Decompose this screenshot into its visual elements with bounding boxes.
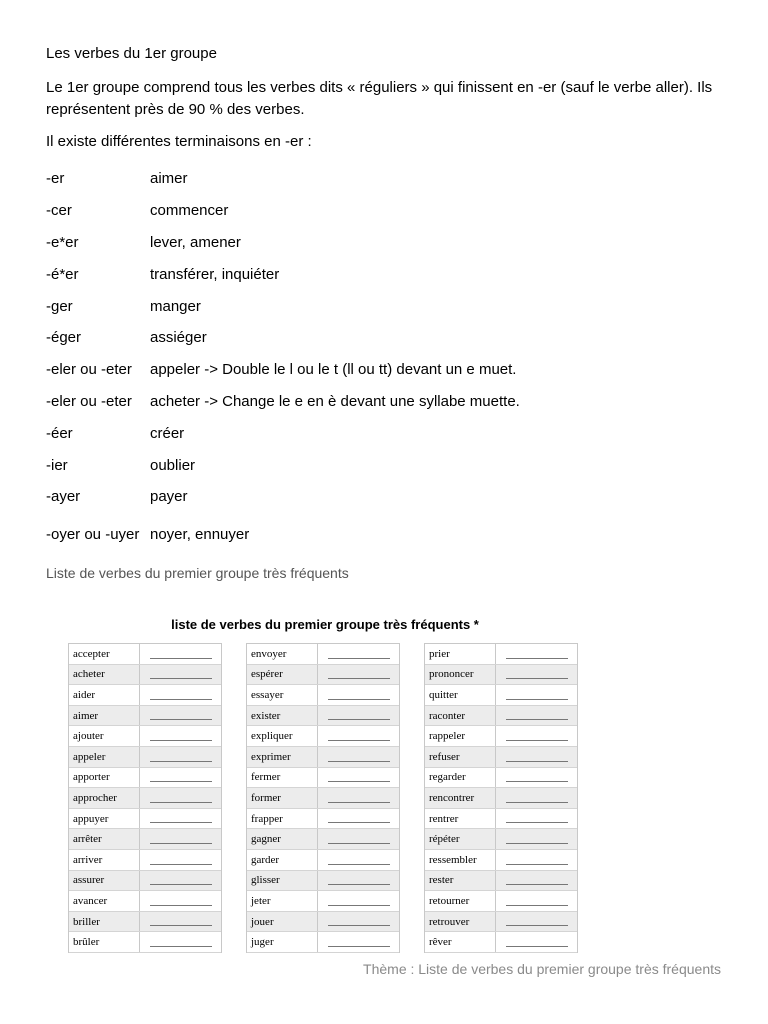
verb-answer-blank <box>318 788 399 808</box>
verb-answer-blank <box>496 788 577 808</box>
verb-row <box>247 788 399 809</box>
verb-answer-blank <box>318 747 399 767</box>
verb-row <box>247 747 399 768</box>
verb-word: jouer <box>247 912 318 932</box>
verb-row <box>425 768 577 789</box>
verb-row <box>69 788 221 809</box>
verb-word: rester <box>425 871 496 891</box>
verb-row <box>69 871 221 892</box>
verb-row <box>425 891 577 912</box>
verb-word: garder <box>247 850 318 870</box>
verb-answer-blank <box>496 665 577 685</box>
verb-word: frapper <box>247 809 318 829</box>
verb-word: glisser <box>247 871 318 891</box>
verb-answer-blank <box>318 685 399 705</box>
verb-row <box>247 644 399 665</box>
ending-row <box>46 354 736 386</box>
verb-word: apporter <box>69 768 140 788</box>
intro-paragraph: Le 1er groupe comprend tous les verbes dits « réguliers » qui finissent en -er (sauf le verbe aller). Ils représentent près de 90 % des verbes. <box>46 79 713 118</box>
endings-table <box>46 163 736 557</box>
verb-word: essayer <box>247 685 318 705</box>
verb-row <box>69 644 221 665</box>
ending-suffix: -er <box>46 170 65 188</box>
verb-answer-blank <box>318 891 399 911</box>
image-caption: Liste de verbes du premier groupe très fréquents <box>46 565 349 581</box>
verb-answer-blank <box>318 829 399 849</box>
verb-column-1 <box>68 643 222 953</box>
verb-row <box>247 850 399 871</box>
verb-word: quitter <box>425 685 496 705</box>
ending-example: payer <box>150 488 188 506</box>
verb-row <box>425 706 577 727</box>
verb-row <box>69 891 221 912</box>
ending-row <box>46 195 736 227</box>
verb-answer-blank <box>140 726 221 746</box>
ending-example: créer <box>150 424 185 442</box>
verb-row <box>425 871 577 892</box>
verb-answer-blank <box>496 829 577 849</box>
verb-word: expliquer <box>247 726 318 746</box>
verb-row <box>69 932 221 953</box>
ending-suffix: -ayer <box>46 488 81 506</box>
ending-suffix: -e*er <box>46 233 79 251</box>
verb-word: ressembler <box>425 850 496 870</box>
document-title: Les verbes du 1er groupe <box>46 45 217 62</box>
verb-row <box>247 912 399 933</box>
ending-suffix: -eler ou -eter <box>46 392 132 410</box>
ending-example: oublier <box>150 456 196 474</box>
ending-row <box>46 481 736 513</box>
verb-word: envoyer <box>247 644 318 664</box>
verb-answer-blank <box>140 932 221 952</box>
verb-column-3 <box>424 643 578 953</box>
ending-row <box>46 163 736 195</box>
verb-answer-blank <box>496 850 577 870</box>
verb-row <box>425 932 577 953</box>
verb-row <box>425 685 577 706</box>
verb-answer-blank <box>318 912 399 932</box>
ending-suffix: -eler ou -eter <box>46 361 132 379</box>
verb-answer-blank <box>496 912 577 932</box>
verb-answer-blank <box>318 850 399 870</box>
verb-word: rêver <box>425 932 496 952</box>
verb-answer-blank <box>318 932 399 952</box>
ending-example: lever, amener <box>150 233 241 251</box>
ending-suffix: -ier <box>46 456 68 474</box>
verb-word: arriver <box>69 850 140 870</box>
verb-word: avancer <box>69 891 140 911</box>
verb-row <box>69 829 221 850</box>
verb-row <box>425 788 577 809</box>
verb-word: brûler <box>69 932 140 952</box>
ending-example: manger <box>150 297 201 315</box>
ending-row <box>46 449 736 481</box>
verb-word: rappeler <box>425 726 496 746</box>
verb-answer-blank <box>496 768 577 788</box>
verb-row <box>247 768 399 789</box>
endings-intro: Il existe différentes terminaisons en -er : <box>46 133 312 150</box>
verb-word: exister <box>247 706 318 726</box>
verb-word: acheter <box>69 665 140 685</box>
verb-row <box>69 768 221 789</box>
ending-suffix: -é*er <box>46 265 79 283</box>
verb-word: raconter <box>425 706 496 726</box>
verb-answer-blank <box>496 932 577 952</box>
verb-word: rentrer <box>425 809 496 829</box>
theme-caption: Thème : Liste de verbes du premier groupe très fréquents <box>363 961 721 977</box>
verb-row <box>247 932 399 953</box>
verb-word: jeter <box>247 891 318 911</box>
verb-answer-blank <box>496 891 577 911</box>
ending-row <box>46 417 736 449</box>
verb-answer-blank <box>140 891 221 911</box>
verb-word: prier <box>425 644 496 664</box>
verb-answer-blank <box>140 850 221 870</box>
verb-row <box>247 685 399 706</box>
verb-answer-blank <box>496 809 577 829</box>
ending-suffix: -éer <box>46 424 73 442</box>
ending-example: acheter -> Change le e en è devant une syllabe muette. <box>150 392 520 410</box>
verb-answer-blank <box>140 644 221 664</box>
ending-example: appeler -> Double le l ou le t (ll ou tt) devant un e muet. <box>150 361 517 379</box>
ending-suffix: -oyer ou -uyer <box>46 526 140 544</box>
verb-word: aimer <box>69 706 140 726</box>
verb-row <box>69 726 221 747</box>
ending-row <box>46 513 736 557</box>
verb-word: appuyer <box>69 809 140 829</box>
ending-example: aimer <box>150 170 188 188</box>
verb-answer-blank <box>318 871 399 891</box>
verb-word: prononcer <box>425 665 496 685</box>
verb-row <box>425 726 577 747</box>
verb-answer-blank <box>318 644 399 664</box>
verb-answer-blank <box>140 768 221 788</box>
ending-row <box>46 227 736 259</box>
verb-column-2 <box>246 643 400 953</box>
verb-word: gagner <box>247 829 318 849</box>
verb-row <box>69 747 221 768</box>
verb-word: espérer <box>247 665 318 685</box>
verb-answer-blank <box>140 706 221 726</box>
verb-answer-blank <box>496 644 577 664</box>
verb-row <box>425 829 577 850</box>
verb-word: assurer <box>69 871 140 891</box>
verb-answer-blank <box>496 871 577 891</box>
ending-suffix: -éger <box>46 329 82 347</box>
verb-word: juger <box>247 932 318 952</box>
verb-row <box>247 726 399 747</box>
verb-answer-blank <box>140 912 221 932</box>
ending-example: assiéger <box>150 329 207 347</box>
verb-word: briller <box>69 912 140 932</box>
ending-suffix: -ger <box>46 297 73 315</box>
verb-list-image-title: liste de verbes du premier groupe très fréquents * <box>171 617 479 632</box>
verb-answer-blank <box>140 829 221 849</box>
verb-row <box>69 850 221 871</box>
verb-answer-blank <box>318 665 399 685</box>
verb-word: rencontrer <box>425 788 496 808</box>
ending-row <box>46 258 736 290</box>
verb-row <box>69 665 221 686</box>
verb-word: exprimer <box>247 747 318 767</box>
verb-word: fermer <box>247 768 318 788</box>
verb-answer-blank <box>140 747 221 767</box>
verb-word: approcher <box>69 788 140 808</box>
verb-row <box>425 912 577 933</box>
verb-row <box>247 809 399 830</box>
verb-row <box>425 850 577 871</box>
verb-word: regarder <box>425 768 496 788</box>
verb-answer-blank <box>318 726 399 746</box>
verb-row <box>425 644 577 665</box>
verb-word: répéter <box>425 829 496 849</box>
verb-row <box>69 809 221 830</box>
verb-answer-blank <box>140 788 221 808</box>
verb-word: accepter <box>69 644 140 664</box>
verb-word: arrêter <box>69 829 140 849</box>
verb-answer-blank <box>496 747 577 767</box>
verb-row <box>247 871 399 892</box>
verb-row <box>425 747 577 768</box>
ending-example: transférer, inquiéter <box>150 265 280 283</box>
verb-row <box>425 665 577 686</box>
ending-suffix: -cer <box>46 202 72 220</box>
verb-row <box>69 912 221 933</box>
verb-answer-blank <box>496 726 577 746</box>
verb-answer-blank <box>318 809 399 829</box>
verb-word: retrouver <box>425 912 496 932</box>
verb-word: aider <box>69 685 140 705</box>
verb-word: appeler <box>69 747 140 767</box>
verb-row <box>247 829 399 850</box>
verb-answer-blank <box>140 809 221 829</box>
ending-example: commencer <box>150 202 229 220</box>
verb-row <box>69 706 221 727</box>
verb-answer-blank <box>496 685 577 705</box>
verb-word: ajouter <box>69 726 140 746</box>
verb-answer-blank <box>140 871 221 891</box>
ending-example: noyer, ennuyer <box>150 526 250 544</box>
verb-answer-blank <box>496 706 577 726</box>
ending-row <box>46 322 736 354</box>
verb-row <box>69 685 221 706</box>
verb-answer-blank <box>140 685 221 705</box>
verb-row <box>425 809 577 830</box>
verb-answer-blank <box>318 768 399 788</box>
verb-row <box>247 706 399 727</box>
verb-answer-blank <box>140 665 221 685</box>
verb-answer-blank <box>318 706 399 726</box>
verb-word: retourner <box>425 891 496 911</box>
verb-word: refuser <box>425 747 496 767</box>
verb-word: former <box>247 788 318 808</box>
verb-row <box>247 891 399 912</box>
ending-row <box>46 290 736 322</box>
verb-row <box>247 665 399 686</box>
ending-row <box>46 386 736 418</box>
